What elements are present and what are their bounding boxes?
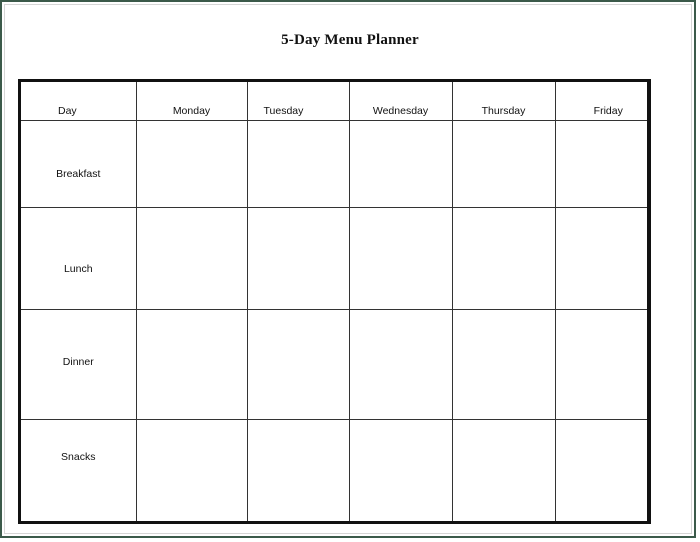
cell-dinner-monday[interactable] [136, 309, 247, 419]
cell-lunch-wednesday[interactable] [349, 207, 452, 309]
cell-breakfast-monday[interactable] [136, 120, 247, 207]
cell-breakfast-tuesday[interactable] [247, 120, 349, 207]
cell-dinner-friday[interactable] [555, 309, 647, 419]
header-monday: Monday [136, 82, 247, 120]
header-day: Day [21, 82, 136, 120]
cell-snacks-monday[interactable] [136, 419, 247, 521]
cell-lunch-tuesday[interactable] [247, 207, 349, 309]
page-title: 5-Day Menu Planner [281, 32, 419, 48]
cell-snacks-wednesday[interactable] [349, 419, 452, 521]
cell-dinner-wednesday[interactable] [349, 309, 452, 419]
row-dinner [21, 309, 647, 419]
cell-dinner-tuesday[interactable] [247, 309, 349, 419]
cell-breakfast-thursday[interactable] [452, 120, 555, 207]
meal-label-breakfast: Breakfast [21, 120, 136, 207]
meal-label-dinner: Dinner [21, 309, 136, 419]
meal-label-lunch: Lunch [21, 207, 136, 309]
cell-snacks-tuesday[interactable] [247, 419, 349, 521]
cell-dinner-thursday[interactable] [452, 309, 555, 419]
cell-lunch-friday[interactable] [555, 207, 647, 309]
row-breakfast [21, 120, 647, 207]
cell-snacks-thursday[interactable] [452, 419, 555, 521]
menu-planner-table [18, 79, 651, 524]
header-tuesday: Tuesday [247, 82, 349, 120]
cell-breakfast-wednesday[interactable] [349, 120, 452, 207]
cell-snacks-friday[interactable] [555, 419, 647, 521]
header-wednesday: Wednesday [349, 82, 452, 120]
row-snacks [21, 419, 647, 521]
cell-lunch-monday[interactable] [136, 207, 247, 309]
header-friday: Friday [555, 82, 647, 120]
header-thursday: Thursday [452, 82, 555, 120]
row-lunch [21, 207, 647, 309]
cell-breakfast-friday[interactable] [555, 120, 647, 207]
cell-lunch-thursday[interactable] [452, 207, 555, 309]
meal-label-snacks: Snacks [21, 419, 136, 521]
planner-grid [21, 82, 647, 521]
header-row [21, 82, 647, 120]
